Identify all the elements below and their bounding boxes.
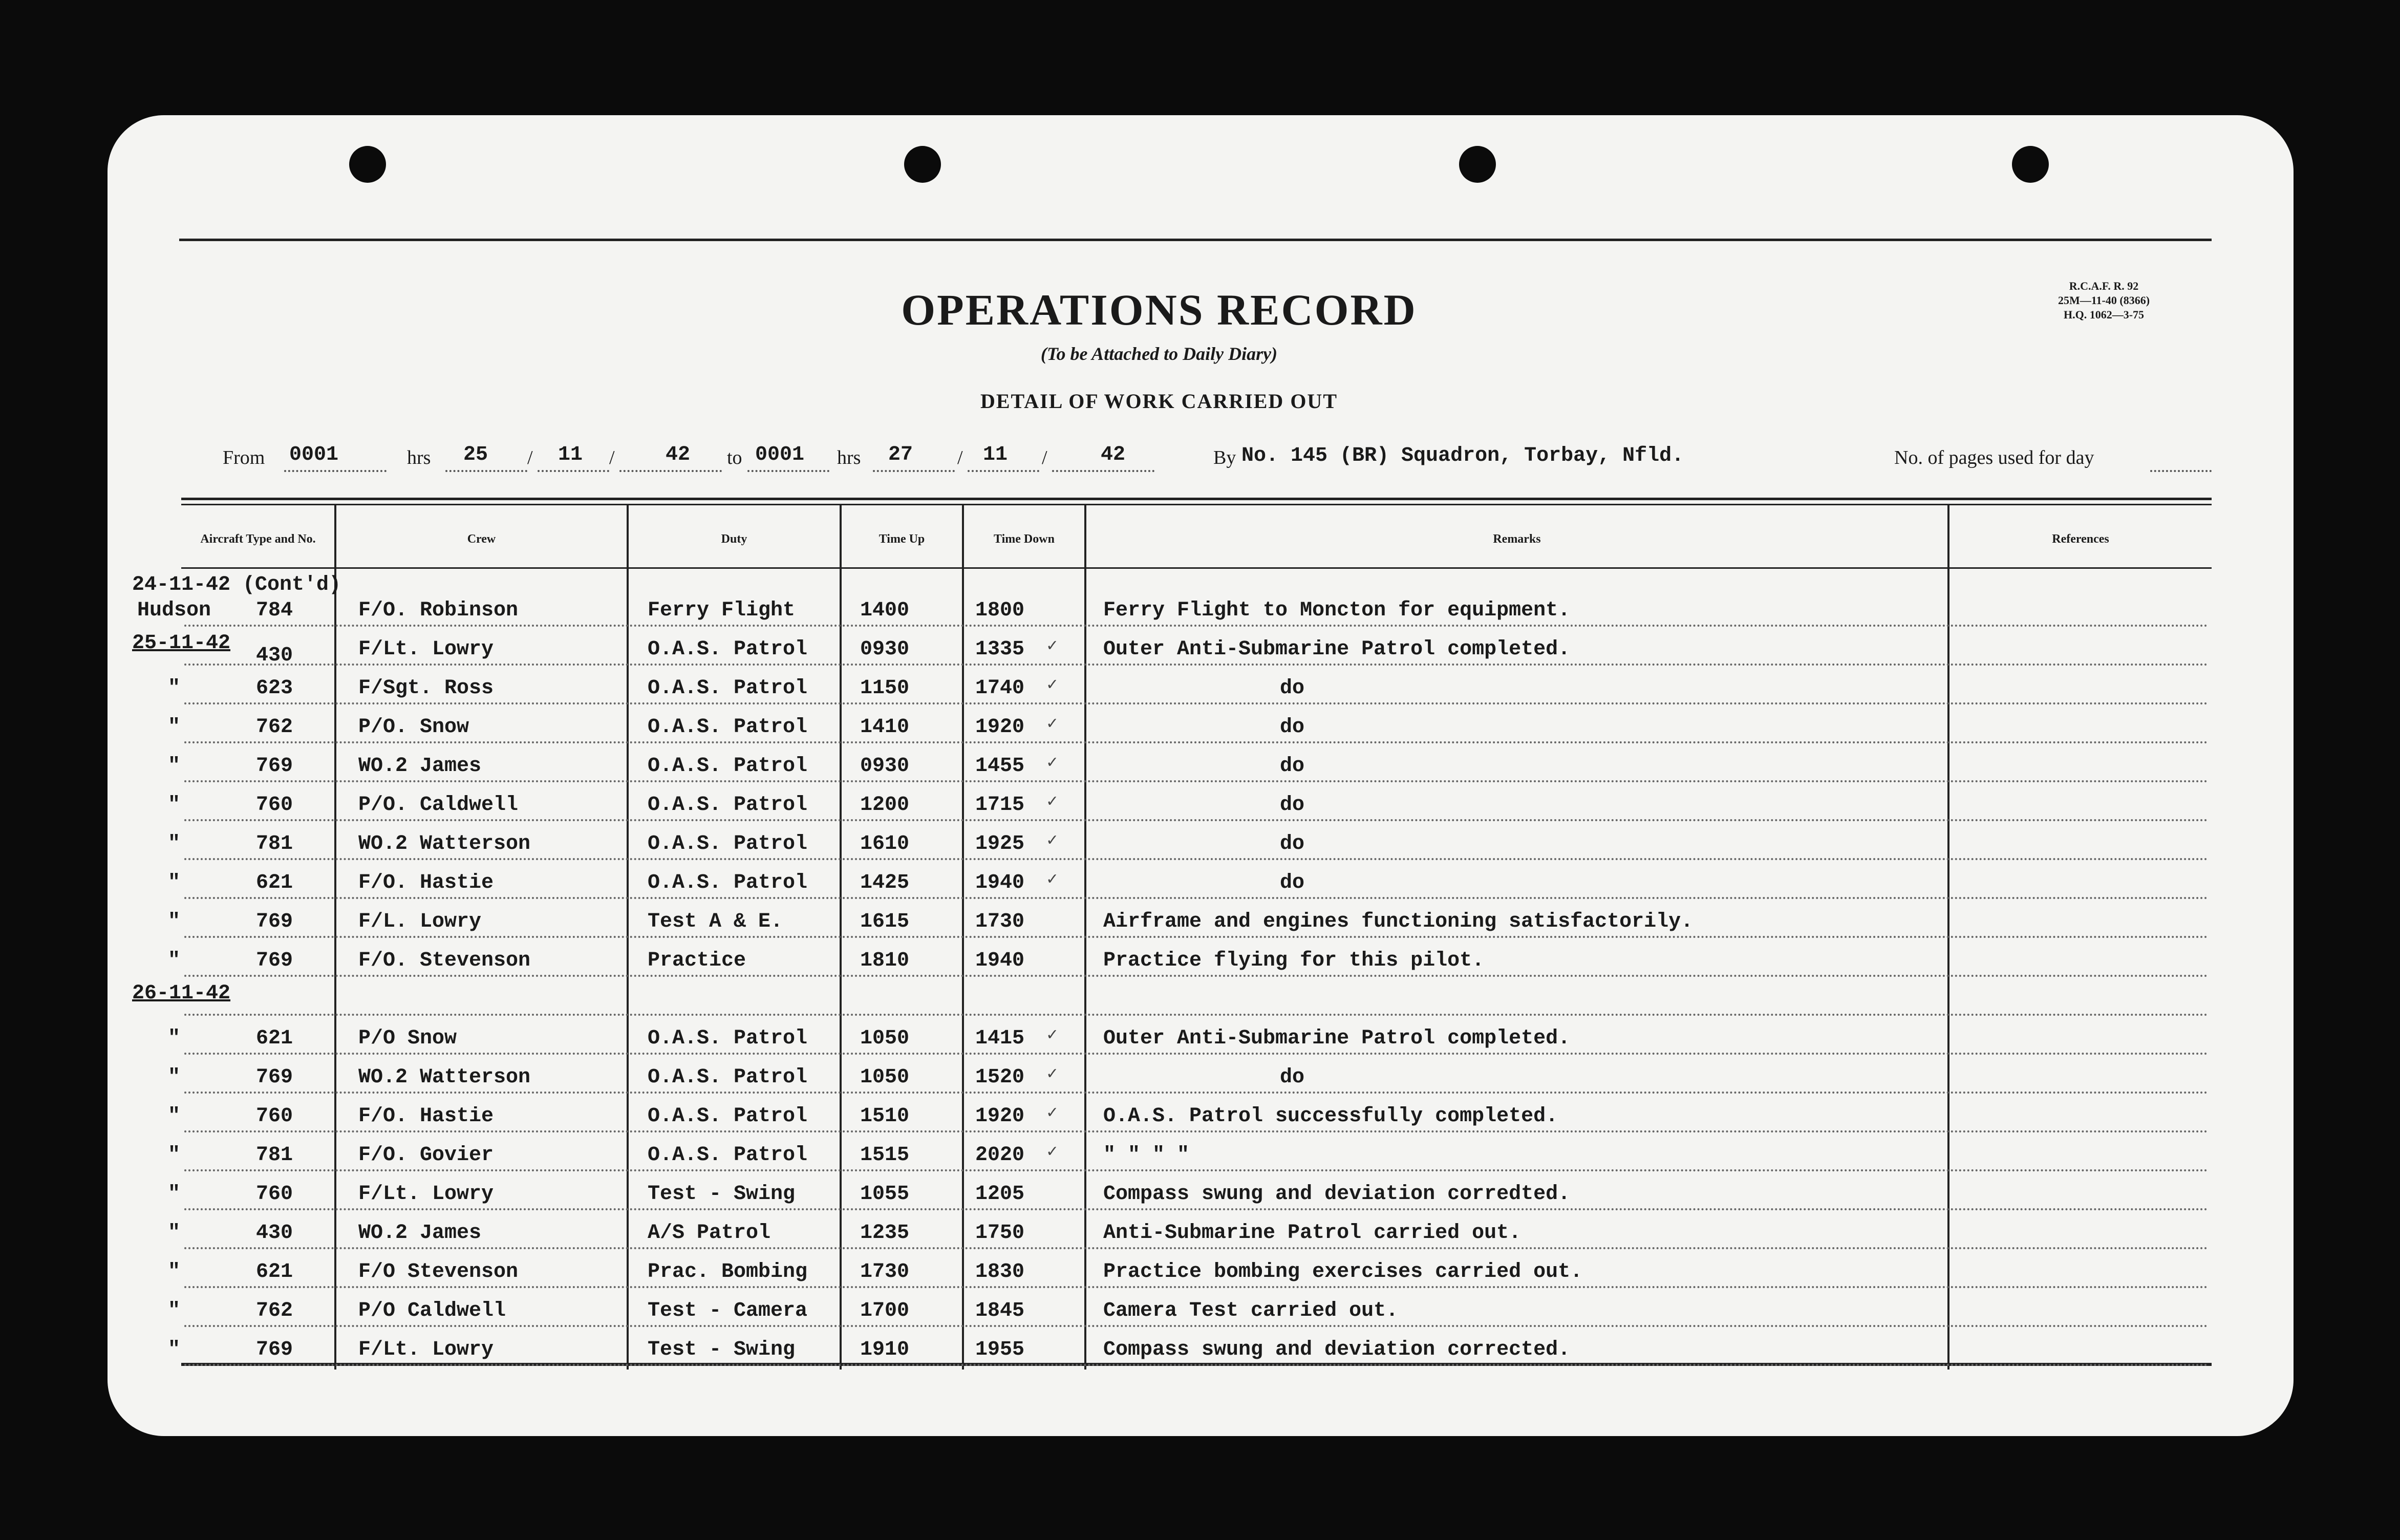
slash: / [1042, 447, 1047, 468]
continued-date-label: 24-11-42 (Cont'd) [132, 573, 341, 596]
time-down: 1925 [975, 832, 1025, 855]
time-up: 0930 [860, 638, 910, 661]
duty: A/S Patrol [648, 1222, 771, 1245]
from-year: 42 [666, 443, 691, 466]
time-down: 1750 [975, 1222, 1025, 1245]
remarks: do [1280, 871, 1305, 894]
aircraft-type: " [168, 1299, 181, 1322]
row-dotted-line [184, 858, 2209, 860]
aircraft-type: " [168, 1222, 181, 1245]
duty: O.A.S. Patrol [648, 755, 808, 778]
duty: O.A.S. Patrol [648, 1105, 808, 1128]
check-mark-icon: ✓ [1047, 1104, 1058, 1123]
time-up: 1700 [860, 1299, 910, 1322]
duty: O.A.S. Patrol [648, 832, 808, 855]
check-mark-icon: ✓ [1047, 1026, 1058, 1045]
time-down: 1955 [975, 1338, 1025, 1361]
time-up: 1810 [860, 949, 910, 972]
duty: Test - Swing [648, 1338, 796, 1361]
aircraft-type: " [168, 1338, 181, 1361]
to-label: to [727, 447, 742, 468]
to-month: 11 [983, 443, 1008, 466]
duty: O.A.S. Patrol [648, 871, 808, 894]
aircraft-number: 621 [256, 1260, 293, 1284]
time-down: 1205 [975, 1183, 1025, 1206]
remarks: O.A.S. Patrol successfully completed. [1103, 1105, 1558, 1128]
row-dotted-line [184, 819, 2209, 821]
aircraft-number: 430 [256, 644, 293, 667]
form-number: R.C.A.F. R. 92 [2069, 280, 2139, 292]
entry-date: 26-11-42 [132, 982, 231, 1005]
to-time: 0001 [755, 443, 805, 466]
from-label: From [223, 447, 265, 468]
duty: O.A.S. Patrol [648, 1144, 808, 1167]
time-up: 1730 [860, 1260, 910, 1284]
row-dotted-line [184, 664, 2209, 666]
time-down: 1940 [975, 871, 1025, 894]
time-down: 1830 [975, 1260, 1025, 1284]
time-down: 1520 [975, 1066, 1025, 1089]
squadron-unit: No. 145 (BR) Squadron, Torbay, Nfld. [1241, 444, 1684, 467]
aircraft-type: " [168, 832, 181, 855]
check-mark-icon: ✓ [1047, 1065, 1058, 1084]
punch-hole [1459, 146, 1496, 183]
time-up: 1400 [860, 599, 910, 622]
remarks: Practice bombing exercises carried out. [1103, 1260, 1583, 1284]
remarks: Anti-Submarine Patrol carried out. [1103, 1222, 1522, 1245]
crew-name: WO.2 Watterson [358, 1066, 531, 1089]
remarks: Practice flying for this pilot. [1103, 949, 1485, 972]
row-dotted-line [184, 1130, 2209, 1132]
row-dotted-line [184, 1364, 2209, 1366]
aircraft-number: 769 [256, 949, 293, 972]
duty: O.A.S. Patrol [648, 677, 808, 700]
aircraft-number: 781 [256, 832, 293, 855]
crew-name: WO.2 James [358, 1222, 482, 1245]
aircraft-number: 430 [256, 1222, 293, 1245]
time-down: 1920 [975, 1105, 1025, 1128]
aircraft-number: 760 [256, 794, 293, 817]
aircraft-number: 762 [256, 716, 293, 739]
row-dotted-line [184, 702, 2209, 704]
check-mark-icon: ✓ [1047, 1143, 1058, 1162]
hrs-label-2: hrs [837, 447, 861, 468]
slash: / [609, 447, 615, 468]
aircraft-number: 760 [256, 1183, 293, 1206]
crew-name: F/O. Hastie [358, 871, 494, 894]
row-dotted-line [184, 780, 2209, 782]
duty: O.A.S. Patrol [648, 794, 808, 817]
remarks: Compass swung and deviation corredted. [1103, 1183, 1571, 1206]
crew-name: F/O. Hastie [358, 1105, 494, 1128]
time-down: 1455 [975, 755, 1025, 778]
row-dotted-line [184, 975, 2209, 977]
crew-name: F/O Stevenson [358, 1260, 519, 1284]
aircraft-type: " [168, 1183, 181, 1206]
to-year: 42 [1101, 443, 1126, 466]
check-mark-icon: ✓ [1047, 870, 1058, 890]
crew-name: F/L. Lowry [358, 910, 482, 933]
punch-hole [904, 146, 941, 183]
duty: Test - Camera [648, 1299, 808, 1322]
remarks: Compass swung and deviation corrected. [1103, 1338, 1571, 1361]
slash: / [527, 447, 533, 468]
crew-name: F/Lt. Lowry [358, 1183, 494, 1206]
top-rule [179, 239, 2212, 241]
aircraft-type: " [168, 1260, 181, 1284]
crew-name: P/O Snow [358, 1027, 457, 1050]
by-label: By [1213, 447, 1236, 468]
crew-name: F/O. Govier [358, 1144, 494, 1167]
aircraft-type: " [168, 1144, 181, 1167]
duty: O.A.S. Patrol [648, 638, 808, 661]
col-header-crew: Crew [467, 532, 496, 546]
aircraft-number: 623 [256, 677, 293, 700]
aircraft-type: " [168, 871, 181, 894]
check-mark-icon: ✓ [1047, 637, 1058, 656]
col-header-aircraft: Aircraft Type and No. [200, 532, 316, 546]
time-down: 2020 [975, 1144, 1025, 1167]
time-down: 1920 [975, 716, 1025, 739]
remarks: Camera Test carried out. [1103, 1299, 1399, 1322]
remarks: do [1280, 677, 1305, 700]
col-header-references: References [2052, 532, 2109, 546]
col-header-remarks: Remarks [1493, 532, 1541, 546]
duty: Ferry Flight [648, 599, 796, 622]
from-month: 11 [558, 443, 583, 466]
to-day: 27 [888, 443, 913, 466]
aircraft-number: 769 [256, 1338, 293, 1361]
aircraft-type: " [168, 1066, 181, 1089]
aircraft-number: 784 [256, 599, 293, 622]
remarks: " " " " [1103, 1144, 1190, 1167]
page-subtitle: (To be Attached to Daily Diary) [1040, 344, 1278, 364]
row-dotted-line [184, 1247, 2209, 1249]
aircraft-type: " [168, 716, 181, 739]
duty: Test A & E. [648, 910, 783, 933]
crew-name: F/Lt. Lowry [358, 1338, 494, 1361]
header-divider [181, 567, 2212, 569]
row-dotted-line [184, 1208, 2209, 1210]
time-up: 1055 [860, 1183, 910, 1206]
table-top-rule [181, 498, 2212, 500]
row-dotted-line [184, 625, 2209, 627]
col-header-time-down: Time Down [994, 532, 1055, 546]
time-up: 1235 [860, 1222, 910, 1245]
duty: Test - Swing [648, 1183, 796, 1206]
aircraft-type: " [168, 1027, 181, 1050]
time-up: 1515 [860, 1144, 910, 1167]
table-top-rule-inner [181, 504, 2212, 505]
remarks: do [1280, 755, 1305, 778]
check-mark-icon: ✓ [1047, 715, 1058, 734]
remarks: Outer Anti-Submarine Patrol completed. [1103, 1027, 1571, 1050]
time-down: 1740 [975, 677, 1025, 700]
crew-name: F/O. Stevenson [358, 949, 531, 972]
duty: O.A.S. Patrol [648, 716, 808, 739]
row-dotted-line [184, 1014, 2209, 1016]
aircraft-number: 621 [256, 871, 293, 894]
row-dotted-line [184, 741, 2209, 743]
crew-name: WO.2 Watterson [358, 832, 531, 855]
row-dotted-line [184, 1169, 2209, 1171]
form-hq-code: H.Q. 1062—3-75 [2063, 308, 2145, 321]
time-up: 1050 [860, 1027, 910, 1050]
row-dotted-line [184, 897, 2209, 899]
remarks: do [1280, 794, 1305, 817]
time-down: 1845 [975, 1299, 1025, 1322]
time-up: 1910 [860, 1338, 910, 1361]
aircraft-type: " [168, 949, 181, 972]
aircraft-number: 760 [256, 1105, 293, 1128]
time-up: 1050 [860, 1066, 910, 1089]
check-mark-icon: ✓ [1047, 676, 1058, 695]
remarks: Airframe and engines functioning satisfactorily. [1103, 910, 1694, 933]
entry-date: 25-11-42 [132, 632, 231, 655]
aircraft-type: " [168, 677, 181, 700]
time-up: 1410 [860, 716, 910, 739]
time-down: 1715 [975, 794, 1025, 817]
remarks: Ferry Flight to Moncton for equipment. [1103, 599, 1571, 622]
detail-heading: DETAIL OF WORK CARRIED OUT [980, 390, 1338, 413]
check-mark-icon: ✓ [1047, 754, 1058, 773]
time-down: 1730 [975, 910, 1025, 933]
crew-name: P/O. Caldwell [358, 794, 519, 817]
slash: / [957, 447, 963, 468]
crew-name: WO.2 James [358, 755, 482, 778]
duty: Practice [648, 949, 746, 972]
remarks: do [1280, 1066, 1305, 1089]
time-down: 1940 [975, 949, 1025, 972]
aircraft-number: 781 [256, 1144, 293, 1167]
aircraft-type: Hudson [137, 599, 211, 622]
row-dotted-line [184, 1092, 2209, 1094]
check-mark-icon: ✓ [1047, 831, 1058, 851]
form-print-code: 25M—11-40 (8366) [2058, 294, 2150, 307]
time-up: 1615 [860, 910, 910, 933]
remarks: do [1280, 832, 1305, 855]
from-time: 0001 [289, 443, 339, 466]
crew-name: P/O Caldwell [358, 1299, 506, 1322]
time-down: 1415 [975, 1027, 1025, 1050]
row-dotted-line [184, 1286, 2209, 1288]
duty: O.A.S. Patrol [648, 1027, 808, 1050]
row-dotted-line [184, 936, 2209, 938]
form-reference [2058, 279, 2150, 322]
aircraft-type: " [168, 910, 181, 933]
aircraft-number: 621 [256, 1027, 293, 1050]
time-up: 1150 [860, 677, 910, 700]
aircraft-type: " [168, 1105, 181, 1128]
crew-name: F/Sgt. Ross [358, 677, 494, 700]
row-dotted-line [184, 1053, 2209, 1055]
punch-hole [2012, 146, 2049, 183]
col-header-time-up: Time Up [878, 532, 925, 546]
crew-name: F/Lt. Lowry [358, 638, 494, 661]
from-day: 25 [463, 443, 488, 466]
hrs-label: hrs [407, 447, 431, 468]
page-title: OPERATIONS RECORD [901, 285, 1417, 334]
time-up: 1610 [860, 832, 910, 855]
time-up: 1510 [860, 1105, 910, 1128]
punch-hole [349, 146, 386, 183]
time-down: 1800 [975, 599, 1025, 622]
remarks: do [1280, 716, 1305, 739]
aircraft-number: 769 [256, 755, 293, 778]
time-up: 0930 [860, 755, 910, 778]
duty: Prac. Bombing [648, 1260, 808, 1284]
row-dotted-line [184, 1325, 2209, 1327]
aircraft-number: 769 [256, 1066, 293, 1089]
aircraft-number: 762 [256, 1299, 293, 1322]
check-mark-icon: ✓ [1047, 793, 1058, 812]
duty: O.A.S. Patrol [648, 1066, 808, 1089]
crew-name: P/O. Snow [358, 716, 469, 739]
col-header-duty: Duty [721, 532, 747, 546]
aircraft-type: " [168, 794, 181, 817]
time-down: 1335 [975, 638, 1025, 661]
crew-name: F/O. Robinson [358, 599, 519, 622]
time-up: 1425 [860, 871, 910, 894]
remarks: Outer Anti-Submarine Patrol completed. [1103, 638, 1571, 661]
aircraft-number: 769 [256, 910, 293, 933]
pages-label: No. of pages used for day [1894, 447, 2094, 468]
aircraft-type: " [168, 755, 181, 778]
time-up: 1200 [860, 794, 910, 817]
